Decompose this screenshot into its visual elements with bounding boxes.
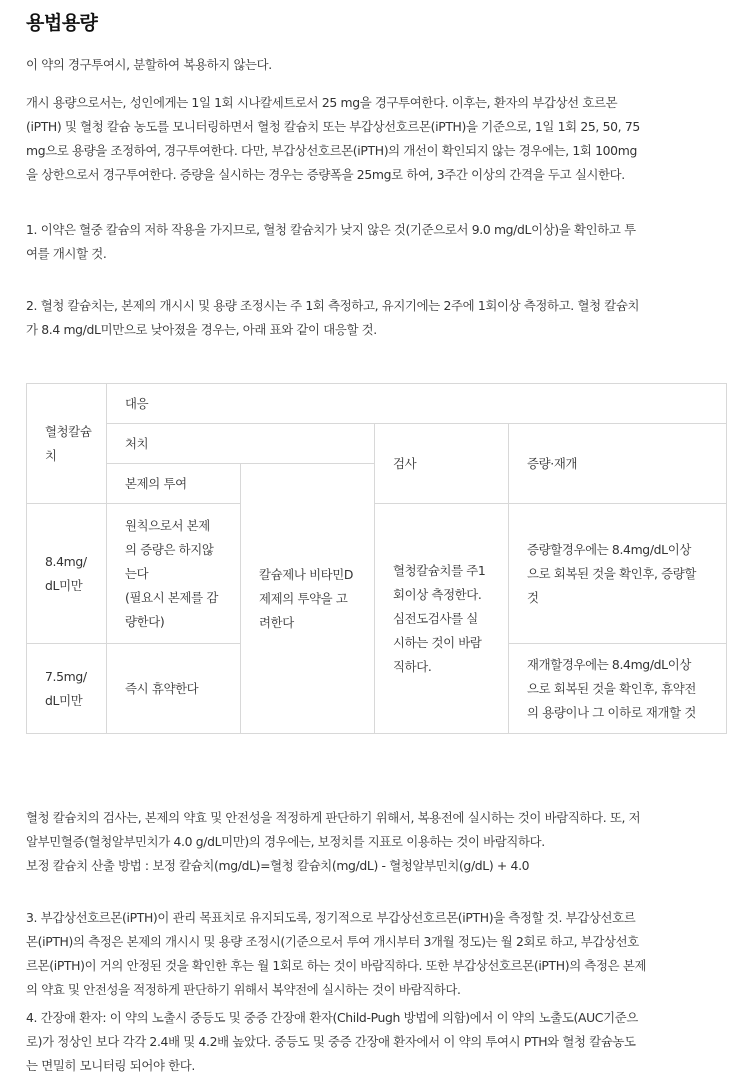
calcium-response-table [26,383,727,734]
text-line: 3. 부갑상선호르몬(iPTH)이 관리 목표치로 유지되도록, 정기적으로 부갑상선호르몬(iPTH)을 측정할 것. 부갑상선호르 [26,910,636,925]
cell-drug-84: 원칙으로서 본제 의 증량은 하지않 는다 (필요시 본제를 감 량한다) [107,504,241,644]
para-no-split [26,53,726,77]
para-initial-dose [26,91,726,187]
text-line: 는 면밀히 모니터링 되어야 한다. [26,1058,195,1073]
text-line: 가 8.4 mg/dL미만으로 낮아졌을 경우는, 아래 표와 같이 대응할 것. [26,322,377,337]
text-line: 여를 개시할 것. [26,246,107,261]
section-title: 용법용량 [26,12,98,34]
item-4 [26,1006,726,1078]
header-dose: 증량·재개 [509,424,727,504]
table-row [27,384,727,424]
cell-level-84: 8.4mg/ dL미만 [27,504,107,644]
calcium-test-note [26,806,726,878]
item-3 [26,906,726,1002]
header-calcium: 혈청칼슘 치 [27,384,107,504]
cell-common-treatment: 칼슘제나 비타민D 제제의 투약을 고 려한다 [241,464,375,734]
text-line: (iPTH) 및 혈청 칼슘 농도를 모니터링하면서 혈청 칼슘치 또는 부갑상선호르몬(iPTH)을 기준으로, 1일 1회 25, 50, 75 [26,119,640,134]
text-line: 이 약의 경구투여시, 분할하여 복용하지 않는다. [26,57,272,72]
text-line: 4. 간장애 환자: 이 약의 노출시 중등도 및 중증 간장애 환자(Child-Pugh 방법에 의함)에서 이 약의 노출도(AUC기준으 [26,1010,638,1025]
text-line: 1. 이약은 혈중 칼슘의 저하 작용을 가지므로, 혈청 칼슘치가 낮지 않은 것(기준으로서 9.0 mg/dL이상)을 확인하고 투 [26,222,636,237]
table-row [27,504,727,644]
cell-drug-75: 즉시 휴약한다 [107,644,241,734]
text-line: mg으로 용량을 조정하여, 경구투여한다. 다만, 부갑상선호르몬(iPTH)의 개선이 확인되지 않는 경우에는, 1회 100mg [26,143,637,158]
text-line: 알부민혈증(혈청알부민치가 4.0 g/dL미만)의 경우에는, 보정치를 지표로 이용하는 것이 바람직하다. [26,834,545,849]
cell-level-75: 7.5mg/ dL미만 [27,644,107,734]
text-line: 혈청 칼슘치의 검사는, 본제의 약효 및 안전성을 적정하게 판단하기 위해서, 복용전에 실시하는 것이 바람직하다. 또, 저 [26,810,641,825]
text-line: 의 약효 및 안전성을 적정하게 판단하기 위해서 복약전에 실시하는 것이 바람직하다. [26,982,461,997]
header-test: 검사 [375,424,509,504]
cell-dose-84: 증량할경우에는 8.4mg/dL이상 으로 회복된 것을 확인후, 증량할 것 [509,504,727,644]
text-line: 르몬(iPTH)이 거의 안정된 것을 확인한 후는 월 1회로 하는 것이 바람직하다. 또한 부갑상선호르몬(iPTH)의 측정은 본제 [26,958,647,973]
item-1 [26,218,726,266]
text-line: 2. 혈청 칼슘치는, 본제의 개시시 및 용량 조정시는 주 1회 측정하고, 유지기에는 2주에 1회이상 측정하고. 혈청 칼슘치 [26,298,640,313]
text-line: 로)가 정상인 보다 각각 2.4배 및 4.2배 높았다. 중등도 및 중증 간장애 환자에서 이 약의 투여시 PTH와 혈청 칼슘농도 [26,1034,636,1049]
cell-dose-75: 재개할경우에는 8.4mg/dL이상 으로 회복된 것을 확인후, 휴약전 의 용량이나 그 이하로 재개할 것 [509,644,727,734]
table-row [27,424,727,464]
item-2 [26,294,726,342]
header-drug: 본제의 투여 [107,464,241,504]
text-line: 을 상한으로서 경구투여한다. 증량을 실시하는 경우는 증량폭을 25mg로 하여, 3주간 이상의 간격을 두고 실시한다. [26,167,625,182]
header-treatment: 처치 [107,424,375,464]
text-line: 개시 용량으로서는, 성인에게는 1일 1회 시나칼세트로서 25 mg을 경구투여한다. 이후는, 환자의 부갑상선 호르몬 [26,95,618,110]
text-line: 몬(iPTH)의 측정은 본제의 개시시 및 용량 조정시(기준으로서 투여 개시부터 3개월 정도)는 월 2회로 하고, 부갑상선호 [26,934,639,949]
text-line: 보정 칼슘치 산출 방법 : 보정 칼슘치(mg/dL)=혈청 칼슘치(mg/dL) - 혈청알부민치(g/dL) + 4.0 [26,858,530,873]
cell-common-test: 혈청칼슘치를 주1 회이상 측정한다. 심전도검사를 실 시하는 것이 바람 직하다. [375,504,509,734]
header-response: 대응 [107,384,727,424]
